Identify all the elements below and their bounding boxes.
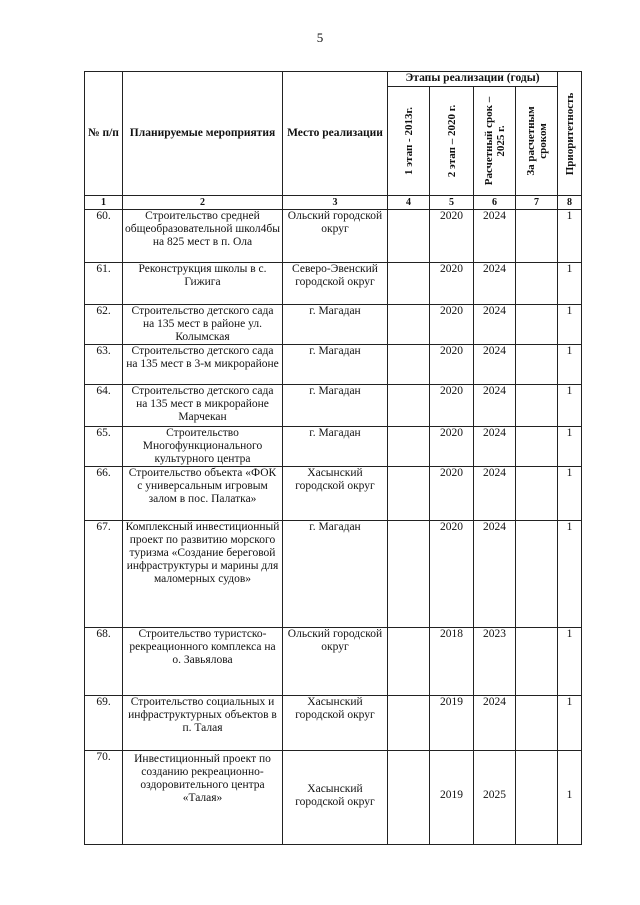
table-row (85, 521, 582, 628)
row-stage1 (388, 628, 430, 696)
row-priority: 1 (558, 628, 582, 696)
row-place: Хасынский городской округ (283, 751, 388, 845)
row-beyond (516, 467, 558, 521)
row-stage2: 2019 (430, 696, 474, 751)
row-stage1 (388, 427, 430, 467)
row-priority: 1 (558, 305, 582, 345)
row-place: г. Магадан (283, 305, 388, 345)
row-beyond (516, 210, 558, 263)
row-place: Хасынский городской округ (283, 467, 388, 521)
row-number: 69. (85, 696, 123, 751)
row-stage1 (388, 345, 430, 385)
row-priority: 1 (558, 521, 582, 628)
table-row (85, 305, 582, 345)
header-stages-group: Этапы реализации (годы) (388, 72, 558, 87)
row-beyond (516, 628, 558, 696)
row-priority: 1 (558, 345, 582, 385)
row-measure: Строительство Многофункционального культурного центра (123, 427, 283, 467)
row-calc: 2024 (474, 263, 516, 305)
measures-table (84, 71, 582, 845)
row-measure: Реконструкция школы в с. Гижига (123, 263, 283, 305)
table-row (85, 628, 582, 696)
row-stage2: 2020 (430, 263, 474, 305)
row-stage2: 2020 (430, 210, 474, 263)
row-stage2: 2020 (430, 305, 474, 345)
row-number: 64. (85, 385, 123, 427)
row-beyond (516, 427, 558, 467)
row-stage1 (388, 521, 430, 628)
row-number: 70. (85, 751, 123, 845)
row-number: 68. (85, 628, 123, 696)
row-calc: 2023 (474, 628, 516, 696)
row-priority: 1 (558, 385, 582, 427)
row-calc: 2024 (474, 427, 516, 467)
row-stage1 (388, 263, 430, 305)
col-number: 6 (474, 196, 516, 210)
row-number: 60. (85, 210, 123, 263)
col-number: 7 (516, 196, 558, 210)
table-row (85, 263, 582, 305)
row-number: 62. (85, 305, 123, 345)
row-stage2: 2019 (430, 751, 474, 845)
row-place: г. Магадан (283, 521, 388, 628)
row-measure: Строительство социальных и инфраструктурных объектов в п. Талая (123, 696, 283, 751)
table-row (85, 385, 582, 427)
row-priority: 1 (558, 263, 582, 305)
header-stage2-cell (430, 87, 474, 196)
row-stage2: 2020 (430, 467, 474, 521)
row-measure: Комплексный инвестиционный проект по развитию морского туризма «Создание береговой инфраструктуры и марины для маломерных судов» (123, 521, 283, 628)
table-row (85, 427, 582, 467)
row-number: 66. (85, 467, 123, 521)
row-measure: Строительство детского сада на 135 мест в 3-м микрорайоне (123, 345, 283, 385)
row-measure: Строительство детского сада на 135 мест в районе ул. Колымская (123, 305, 283, 345)
header-calc-term-cell (474, 87, 516, 196)
row-measure: Строительство объекта «ФОК с универсальным игровым залом в пос. Палатка» (123, 467, 283, 521)
row-stage2: 2020 (430, 385, 474, 427)
table-row (85, 751, 582, 845)
header-beyond-term-cell (516, 87, 558, 196)
row-calc: 2025 (474, 751, 516, 845)
row-priority: 1 (558, 467, 582, 521)
table-row (85, 210, 582, 263)
row-measure: Строительство туристско-рекреационного комплекса на о. Завьялова (123, 628, 283, 696)
header-priority: Приоритетность (563, 92, 576, 175)
header-stage2: 2 этап – 2020 г. (445, 104, 458, 178)
row-number: 67. (85, 521, 123, 628)
row-stage1 (388, 696, 430, 751)
row-calc: 2024 (474, 467, 516, 521)
row-stage1 (388, 751, 430, 845)
row-measure: Строительство детского сада на 135 мест в микрорайоне Марчекан (123, 385, 283, 427)
row-stage2: 2020 (430, 427, 474, 467)
row-calc: 2024 (474, 345, 516, 385)
row-priority: 1 (558, 210, 582, 263)
row-beyond (516, 751, 558, 845)
row-calc: 2024 (474, 696, 516, 751)
row-measure: Инвестиционный проект по созданию рекреационно-оздоровительного центра «Талая» (123, 751, 283, 845)
row-place: г. Магадан (283, 345, 388, 385)
row-stage2: 2020 (430, 345, 474, 385)
row-beyond (516, 263, 558, 305)
col-number: 5 (430, 196, 474, 210)
table-row (85, 345, 582, 385)
col-number: 2 (123, 196, 283, 210)
row-stage1 (388, 210, 430, 263)
row-priority: 1 (558, 696, 582, 751)
header-priority-cell (558, 72, 582, 196)
header-stage1-cell (388, 87, 430, 196)
row-place: Ольский городской округ (283, 210, 388, 263)
row-stage1 (388, 467, 430, 521)
col-number: 3 (283, 196, 388, 210)
table-row (85, 696, 582, 751)
row-beyond (516, 521, 558, 628)
row-calc: 2024 (474, 521, 516, 628)
row-beyond (516, 385, 558, 427)
row-measure: Строительство средней общеобразовательной школ4бы на 825 мест в п. Ола (123, 210, 283, 263)
row-calc: 2024 (474, 305, 516, 345)
col-number: 8 (558, 196, 582, 210)
row-number: 61. (85, 263, 123, 305)
header-num: № п/п (85, 72, 123, 196)
row-calc: 2024 (474, 385, 516, 427)
row-stage1 (388, 305, 430, 345)
row-place: Хасынский городской округ (283, 696, 388, 751)
header-beyond-term: За расчетным сроком (524, 106, 549, 176)
row-stage2: 2020 (430, 521, 474, 628)
page-number: 5 (316, 30, 324, 45)
row-stage2: 2018 (430, 628, 474, 696)
col-number: 4 (388, 196, 430, 210)
row-place: г. Магадан (283, 427, 388, 467)
table-row (85, 467, 582, 521)
row-calc: 2024 (474, 210, 516, 263)
header-measures: Планируемые мероприятия (123, 72, 283, 196)
row-stage1 (388, 385, 430, 427)
row-beyond (516, 305, 558, 345)
row-priority: 1 (558, 751, 582, 845)
row-number: 65. (85, 427, 123, 467)
header-stage1: 1 этап - 2013г. (402, 107, 415, 175)
row-place: г. Магадан (283, 385, 388, 427)
col-number: 1 (85, 196, 123, 210)
header-place: Место реализации (283, 72, 388, 196)
row-beyond (516, 696, 558, 751)
row-place: Ольский городской округ (283, 628, 388, 696)
header-calc-term: Расчетный срок – 2025 г. (482, 96, 507, 186)
row-beyond (516, 345, 558, 385)
row-number: 63. (85, 345, 123, 385)
row-place: Северо-Эвенский городской округ (283, 263, 388, 305)
row-priority: 1 (558, 427, 582, 467)
